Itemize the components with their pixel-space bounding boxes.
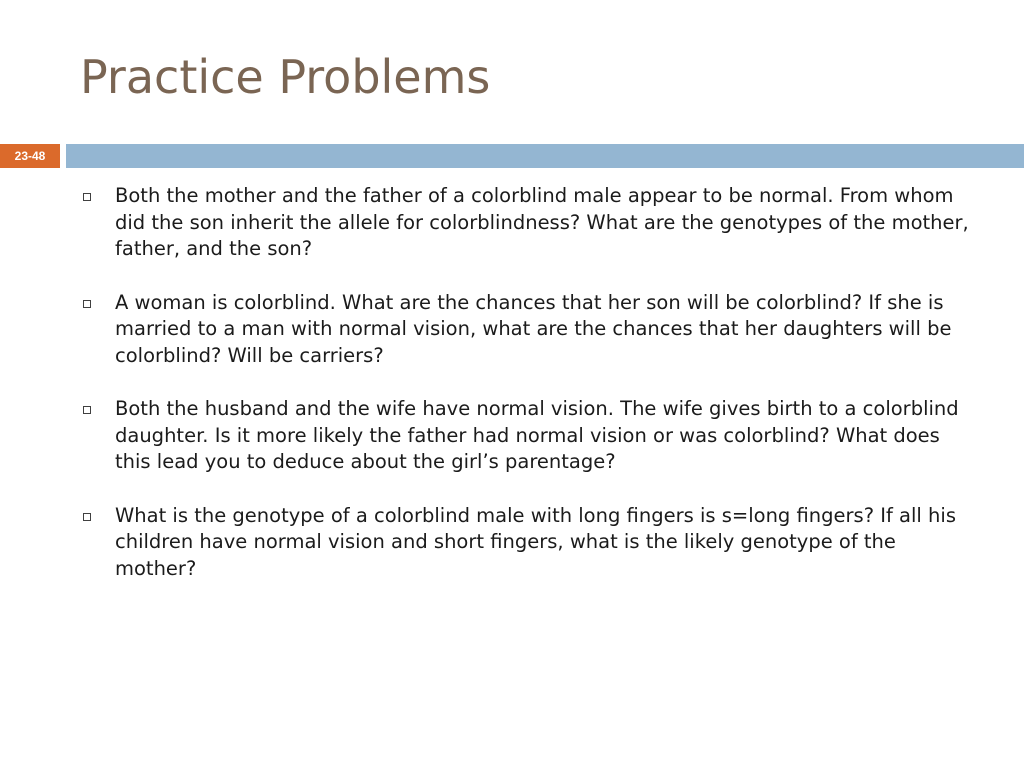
bullet-item-3 (80, 396, 980, 476)
hollow-square-bullet-icon (83, 513, 91, 521)
bullet-item-2 (80, 290, 980, 370)
hollow-square-bullet-icon (83, 406, 91, 414)
bullet-text: Both the mother and the father of a colorblind male appear to be normal. From whom did the son inherit the allele for colorblindness? What are the genotypes of the mother, father, and the son? (115, 184, 969, 260)
hollow-square-bullet-icon (83, 193, 91, 201)
bullet-text: A woman is colorblind. What are the chances that her son will be colorblind? If she is married to a man with normal vision, what are the chances that her daughters will be colorblind? Will be carriers? (115, 290, 952, 367)
bullet-list (80, 183, 980, 609)
title-divider-bar (66, 144, 1024, 168)
bullet-item-1 (80, 183, 980, 263)
slide-title: Practice Problems (80, 50, 491, 104)
hollow-square-bullet-icon (83, 300, 91, 308)
bullet-text: What is the genotype of a colorblind male with long fingers is s=long fingers? If all his children have normal vision and short fingers, what is the likely genotype of the mother? (115, 503, 956, 580)
slide-number-badge: 23-48 (0, 144, 60, 168)
bullet-text: Both the husband and the wife have normal vision. The wife gives birth to a colorblind daughter. Is it more likely the father had normal vision or was colorblind? What does this lead you to deduce about the girl’s parentage? (115, 397, 959, 473)
bullet-item-4 (80, 503, 980, 583)
